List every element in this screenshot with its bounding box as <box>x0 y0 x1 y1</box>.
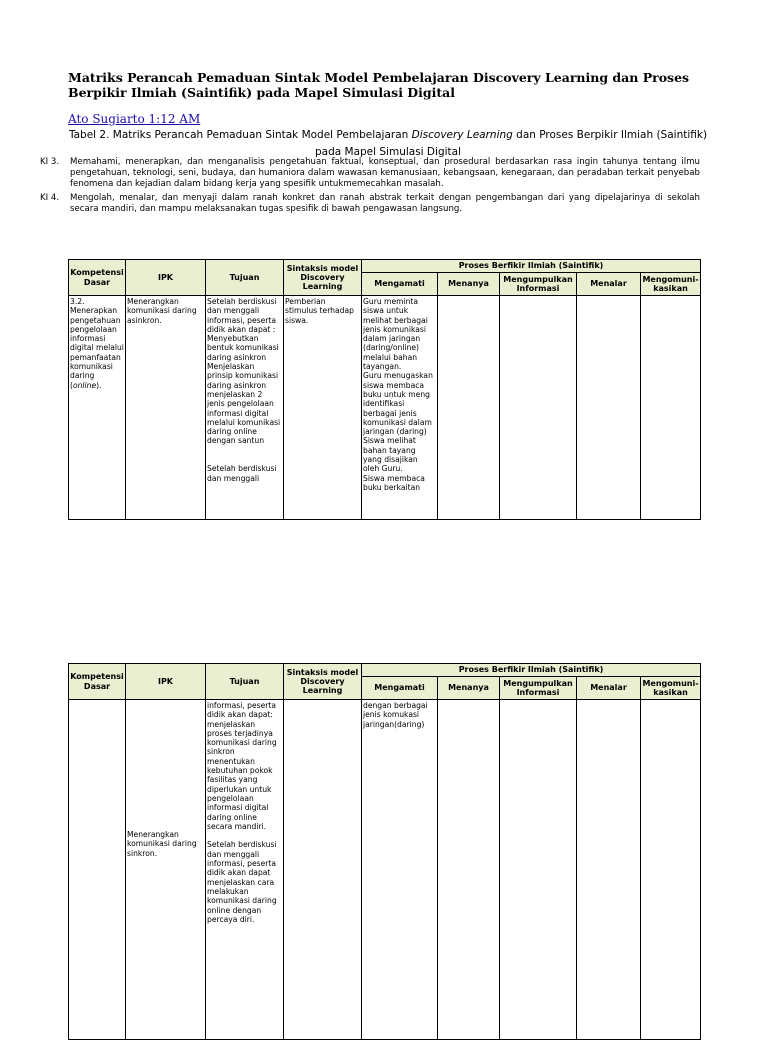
header-kompetensi-dasar: Kompetensi Dasar <box>69 260 126 296</box>
ki4-text: Mengolah, menalar, dan menyaji dalam ranah konkret dan ranah abstrak terkait dengan pengembangan dari yang dipelajarinya di sekolah secara mandiri, dan mampu melaksanakan tugas spesifik di bawah pengawasan langsung. <box>70 193 700 215</box>
cell-menanya <box>438 296 500 520</box>
cell-kompetensi-dasar <box>69 700 126 1040</box>
cell-mengomunikasikan <box>641 296 701 520</box>
header-menanya: Menanya <box>438 677 500 700</box>
header-tujuan: Tujuan <box>206 664 284 700</box>
header-mengamati: Mengamati <box>362 273 438 296</box>
cell-sintaksis <box>284 700 362 1040</box>
header-mengomunikasikan: Mengomuni-kasikan <box>641 273 701 296</box>
ki4-label: KI 4. <box>40 193 60 203</box>
header-ipk: IPK <box>126 664 206 700</box>
kd-text: 3.2. Menerapkan pengetahuan pengelolaan informasi digital melalui pemanfaatan komunikasi daring ( <box>70 297 124 390</box>
cell-tujuan: Setelah berdiskusi dan menggali informasi, peserta didik akan dapat : Menyebutkan bentuk komunikasi daring asinkron Menjelaskan prinsip komunikasi daring asinkron menjelaskan 2 jenis pengelolaan informasi digital melalui komunikasi daring online dengan santun Setelah berdiskusi dan menggali <box>206 296 284 520</box>
header-sintaksis: Sintaksis model Discovery Learning <box>284 664 362 700</box>
cell-sintaksis: Pemberian stimulus terhadap siswa. <box>284 296 362 520</box>
cell-menanya <box>438 700 500 1040</box>
table-caption <box>68 127 708 161</box>
cell-mengumpulkan <box>500 700 577 1040</box>
header-kompetensi-dasar: Kompetensi Dasar <box>69 664 126 700</box>
header-menalar: Menalar <box>577 273 641 296</box>
caption-text: Tabel 2. Matriks Perancah Pemaduan Sintak Model Pembelajaran <box>68 129 412 141</box>
author-link[interactable]: Ato Sugiarto 1:12 AM <box>68 112 201 126</box>
cell-menalar <box>577 700 641 1040</box>
ki3-paragraph <box>40 157 700 191</box>
cell-mengumpulkan <box>500 296 577 520</box>
document-title: Matriks Perancah Pemaduan Sintak Model Pembelajaran Discovery Learning dan Proses Berpikir Ilmiah (Saintifik) pada Mapel Simulasi Digital <box>68 70 690 100</box>
header-mengamati: Mengamati <box>362 677 438 700</box>
header-ipk: IPK <box>126 260 206 296</box>
header-proses-berfikir: Proses Berfikir Ilmiah (Saintifik) <box>362 260 701 273</box>
cell-ipk: Menerangkan komunikasi daring asinkron. <box>126 296 206 520</box>
header-mengomunikasikan: Mengomuni-kasikan <box>641 677 701 700</box>
caption-text-end: dan Proses Berpikir Ilmiah (Saintifik) pada Mapel Simulasi Digital <box>314 129 708 158</box>
matrix-table-2 <box>68 663 701 1040</box>
header-mengumpulkan: Mengumpulkan Informasi <box>500 677 577 700</box>
ki3-label: KI 3. <box>40 157 60 167</box>
cell-mengamati: Guru meminta siswa untuk melihat berbagai jenis komunikasi dalam jaringan (daring/online) melalui bahan tayangan. Guru menugaskan siswa membaca buku untuk meng identifikasi berbagai jenis komunikasi dalam jaringan (daring) Siswa melihat bahan tayang yang disajikan oleh Guru. Siswa membaca buku berkaitan <box>362 296 438 520</box>
header-menalar: Menalar <box>577 677 641 700</box>
kd-tail: ). <box>96 380 102 390</box>
ki4-paragraph <box>40 193 700 215</box>
cell-ipk: Menerangkan komunikasi daring sinkron. <box>126 700 206 1040</box>
cell-kompetensi-dasar <box>69 296 126 520</box>
cell-tujuan: informasi, peserta didik akan dapat: menjelaskan proses terjadinya komunikasi daring sinkron menentukan kebutuhan pokok fasilitas yang diperlukan untuk pengelolaan informasi digital daring online secara mandiri. Setelah berdiskusi dan menggali informasi, peserta didik akan dapat menjelaskan cara melakukan komunikasi daring online dengan percaya diri. <box>206 700 284 1040</box>
header-tujuan: Tujuan <box>206 260 284 296</box>
cell-menalar <box>577 296 641 520</box>
cell-mengamati: dengan berbagai jenis komukasi jaringan(daring) <box>362 700 438 1040</box>
header-sintaksis: Sintaksis model Discovery Learning <box>284 260 362 296</box>
ki3-text: Memahami, menerapkan, dan menganalisis pengetahuan faktual, konseptual, dan prosedural berdasarkan rasa ingin tahunya tentang ilmu pengetahuan, teknologi, seni, budaya, dan humaniora dalam wawasan kemanusiaan, kebangsaan, kenegaraan, dan peradaban terkait penyebab fenomena dan kejadian dalam bidang kerja yang spesifik untukmemecahkan masalah. <box>70 157 700 190</box>
kd-emphasis: online <box>72 380 97 390</box>
header-menanya: Menanya <box>438 273 500 296</box>
header-proses-berfikir: Proses Berfikir Ilmiah (Saintifik) <box>362 664 701 677</box>
matrix-table-1 <box>68 259 701 520</box>
cell-mengomunikasikan <box>641 700 701 1040</box>
header-mengumpulkan: Mengumpulkan Informasi <box>500 273 577 296</box>
caption-emphasis: Discovery Learning <box>411 129 513 141</box>
